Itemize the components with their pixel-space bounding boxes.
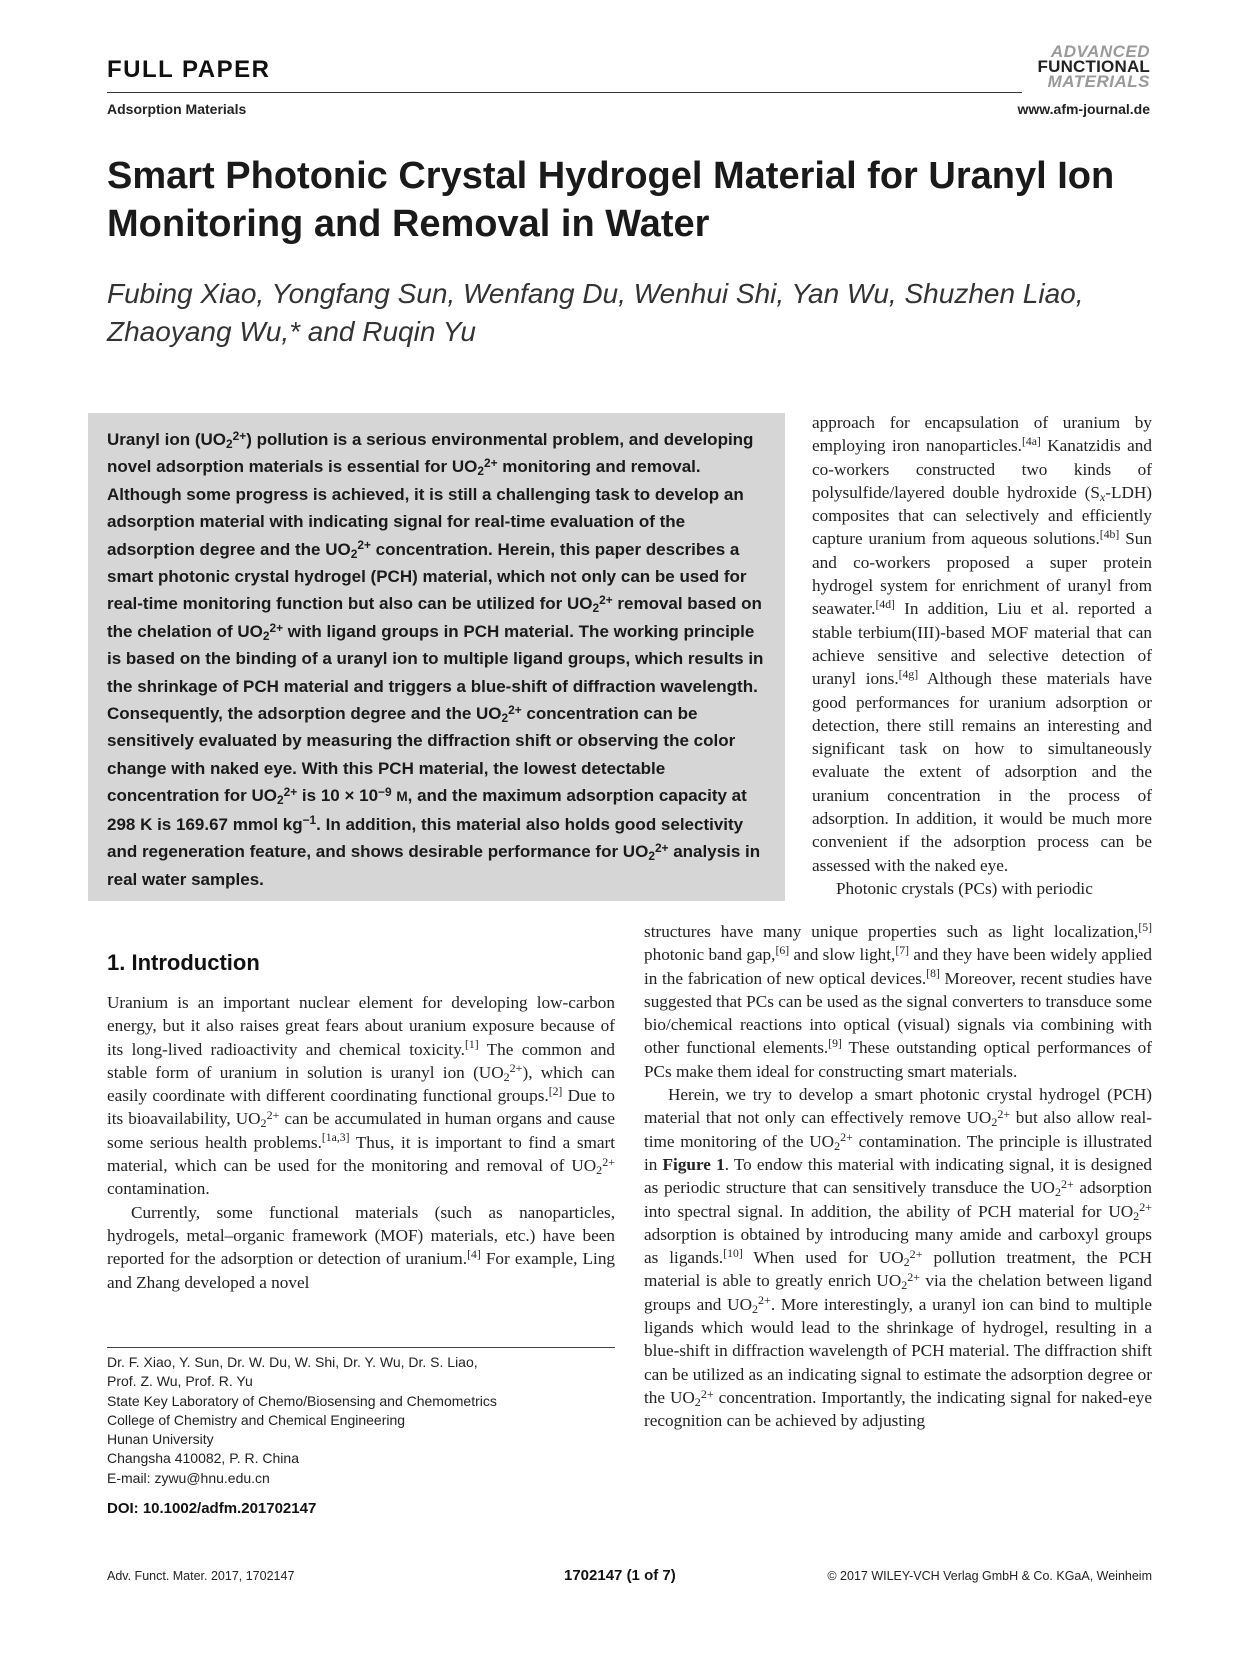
affiliation-rule <box>107 1347 615 1348</box>
author-list: Fubing Xiao, Yongfang Sun, Wenfang Du, Wenhui Shi, Yan Wu, Shuzhen Liao, Zhaoyang Wu,* and Ruqin Yu <box>107 278 1084 347</box>
citation-footer: Adv. Funct. Mater. 2017, 1702147 <box>107 1569 295 1583</box>
body-text-column-right-top: approach for encapsulation of uranium by employing iron nanoparticles.[4a] Kanatzidis and co-workers constructed two kinds of polysulfide/layered double hydroxide $(S_x-LDH)$ composites that can selectively and efficiently capture uranium from aqueous solutions.[4b] Sun and co-workers proposed a super protein hydrogel system for enrichment of uranyl from seawater.[4d] In addition, Liu et al. reported a stable terbium(III)-based MOF material that can achieve sensitive and selective detection of uranyl ions.[4g] Although these materials have good performances for uranium adsorption or detection, there still remains an interesting and significant task on how to simultaneously evaluate the extent of adsorption and the uranium concentration in the process of adsorption. In addition, it would be much more convenient if the adsorption process can be assessed with the naked eye. Photonic crystals (PCs) with periodic <box>812 413 1152 898</box>
journal-logo-line: MATERIALS <box>1047 72 1150 91</box>
section-heading: 1. Introduction <box>107 950 260 975</box>
email-line[interactable]: E-mail: zywu@hnu.edu.cn <box>107 1469 270 1486</box>
article-title: Smart Photonic Crystal Hydrogel Material for Uranyl Ion Monitoring and Removal in Water <box>107 155 1115 245</box>
body-text-column-right <box>644 920 1152 1433</box>
affiliation-line: Dr. F. Xiao, Y. Sun, Dr. W. Du, W. Shi, Dr. Y. Wu, Dr. S. Liao, <box>107 1354 478 1370</box>
paragraph: structures have many unique properties such as light localization,[5] photonic band gap,[6] and slow light,[7] and they have been widely applied in the fabrication of new optical devices.[8] Moreover, recent studies have suggested that PCs can be used as the signal converters to transduce some bio/chemical reactions into optical (visual) signals via combining with other functional elements.[9] These outstanding optical performances of PCs make them ideal for constructing smart materials. <box>644 920 1152 1081</box>
subsection-label: Adsorption Materials <box>107 101 247 117</box>
affiliation-block <box>107 1353 615 1488</box>
paragraph: Currently, some functional materials (such as nanoparticles, hydrogels, metal–organic framework (MOF) materials, etc.) have been reported for the adsorption or detection of uranium.[4] For example, Ling and Zhang developed a novel <box>107 1202 616 1292</box>
header-rule <box>107 92 1022 93</box>
page-number: 1702147 (1 of 7) <box>564 1567 676 1584</box>
journal-logo <box>1000 44 1150 89</box>
paragraph: Herein, we try to develop a smart photonic crystal hydrogel (PCH) material that not only can effectively remove $UO_2^{2+}$ but also allow real-time monitoring of the $UO_2^{2+}$ contamination. The principle is illustrated in Figure 1. To endow this material with indicating signal, it is designed as periodic structure that can sensitively transduce the $UO_2^{2+}$ adsorption into spectral signal. In addition, the ability of PCH material for $UO_2^{2+}$ adsorption is obtained by introducing many amide and carboxyl groups as ligands.[10] When used for $UO_2^{2+}$ pollution treatment, the PCH material is able to greatly enrich $UO_2^{2+}$ via the chelation between ligand groups and $UO_2^{2+}$. More interestingly, a uranyl ion can bind to multiple ligands which would lead to the shrinkage of hydrogel, resulting in a blue-shift in diffraction wavelength of PCH material. The diffraction shift can be utilized as an indicating signal to estimate the adsorption degree or the $UO_2^{2+}$ concentration. Importantly, the indicating signal for naked-eye recognition can be achieved by adjusting <box>644 1085 1153 1431</box>
section-label: FULL PAPER <box>107 56 271 83</box>
paragraph: Uranium is an important nuclear element for developing low-carbon energy, but it also raises great fears about uranium exposure because of its long-lived radioactivity and chemical toxicity.[1] The common and stable form of uranium in solution is uranyl ion $(UO_2^{2+})$, which can easily coordinate with different coordinating functional groups.[2] Due to its bioavailability, $UO_2^{2+}$ can be accumulated in human organs and cause some serious health problems.[1a,3] Thus, it is important to find a smart material, which can be used for the monitoring and removal of $UO_2^{2+}$ contamination. <box>107 993 616 1199</box>
affiliation-line: State Key Laboratory of Chemo/Biosensing and Chemometrics <box>107 1392 497 1409</box>
journal-url[interactable]: www.afm-journal.de <box>1017 101 1150 117</box>
doi-link[interactable]: DOI: 10.1002/adfm.201702147 <box>107 1500 317 1517</box>
body-text-column-left <box>107 991 615 1294</box>
affiliation-line: College of Chemistry and Chemical Engineering <box>107 1411 406 1428</box>
affiliation-line: Hunan University <box>107 1431 214 1448</box>
journal-logo-line: FUNCTIONAL <box>1037 57 1150 76</box>
affiliation-line: Prof. Z. Wu, Prof. R. Yu <box>107 1373 253 1390</box>
journal-logo-line: ADVANCED <box>1050 42 1150 61</box>
affiliation-line: Changsha 410082, P. R. China <box>107 1450 299 1467</box>
copyright-footer: © 2017 WILEY-VCH Verlag GmbH & Co. KGaA, Weinheim <box>827 1569 1152 1583</box>
abstract-text: Uranyl ion $(UO_2^{2+})$ pollution is a serious environmental problem, and developing novel adsorption materials is essential for $UO_2^{2+}$ monitoring and removal. Although some progress is achieved, it is still a challenging task to develop an adsorption material with indicating signal for real-time evaluation of the adsorption degree and the $UO_2^{2+}$ concentration. Herein, this paper describes a smart photonic crystal hydrogel (PCH) material, which not only can be used for real-time monitoring function but also can be utilized for $UO_2^{2+}$ removal based on the chelation of $UO_2^{2+}$ with ligand groups in PCH material. The working principle is based on the binding of a uranyl ion to multiple ligand groups, which results in the shrinkage of PCH material and triggers a blue-shift of diffraction wavelength. Consequently, the adsorption degree and the $UO_2^{2+}$ concentration can be sensitively evaluated by measuring the diffraction shift or observing the color change with naked eye. With this PCH material, the lowest detectable concentration for $UO_2^{2+}$ is $10 \times 10^{-9}$ M, and the maximum adsorption capacity at 298 K is 169.67 mmol $kg^{-1}$. In addition, this material also holds good selectivity and regeneration feature, and shows desirable performance for $UO_2^{2+}$ analysis in real water samples. <box>107 428 764 889</box>
